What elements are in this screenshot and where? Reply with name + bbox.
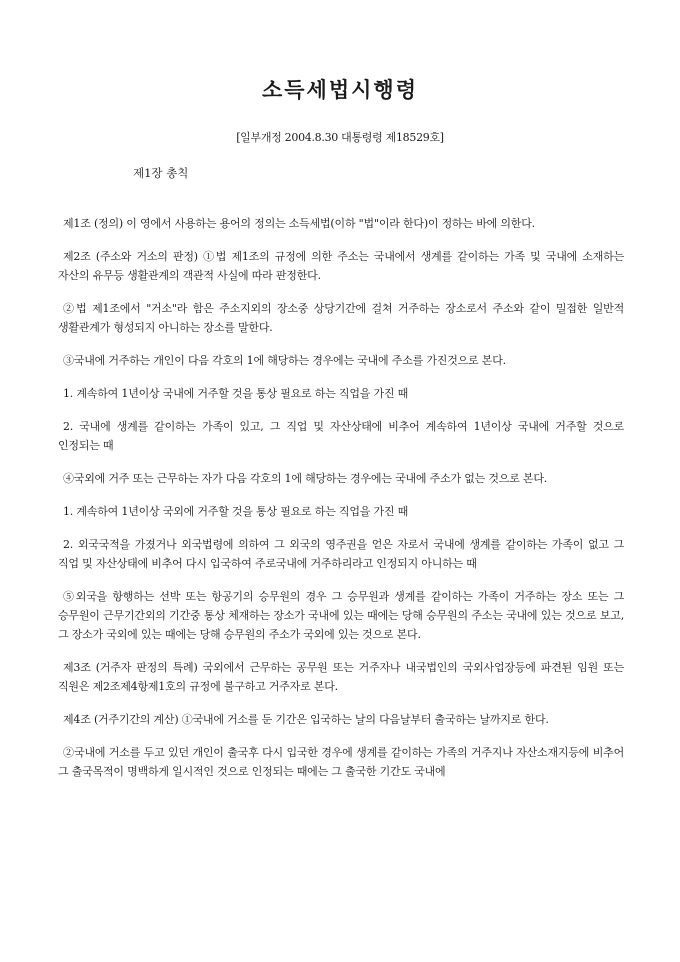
article-2-para-3-item-1: 1. 계속하여 1년이상 국내에 거주할 것을 통상 필요로 하는 직업을 가진 때 — [63, 387, 409, 400]
amendment-note: [일부개정 2004.8.30 대통령령 제18529호] — [236, 131, 444, 144]
article-2-para-4-item-2: 2. 외국국적을 가졌거나 외국법령에 의하여 그 외국의 영주권을 얻은 자로서 국내에 생계를 같이하는 가족이 없고 그 직업 및 자산상태에 비추어 다시 입국하여 주로국내에 거주하리라고 인정되지 아니하는 때 — [58, 538, 624, 570]
document-body — [58, 214, 624, 795]
article-2-para-4-item-1: 1. 계속하여 1년이상 국외에 거주할 것을 통상 필요로 하는 직업을 가진 때 — [63, 505, 409, 518]
chapter-heading: 제1장 총칙 — [133, 166, 189, 180]
article-1: 제1조 (정의) 이 영에서 사용하는 용어의 정의는 소득세법(이하 "법"이라 한다)이 정하는 바에 의한다. — [63, 217, 535, 230]
article-2-para-2: ②법 제1조에서 "거소"라 함은 주소지외의 장소중 상당기간에 걸쳐 거주하는 장소로서 주소와 같이 밀접한 일반적 생활관계가 형성되지 아니하는 장소를 말한다. — [58, 302, 624, 334]
article-4-para-1: 제4조 (거주기간의 계산) ①국내에 거소를 둔 기간은 입국하는 날의 다음날부터 출국하는 날까지로 한다. — [63, 713, 549, 726]
article-3: 제3조 (거주자 판정의 특례) 국외에서 근무하는 공무원 또는 거주자나 내국법인의 국외사업장등에 파견된 임원 또는 직원은 제2조제4항제1호의 규정에 불구하고 거주자로 본다. — [58, 661, 624, 693]
document-title: 소득세법시행령 — [261, 77, 418, 102]
article-2-para-3-item-2: 2. 국내에 생계를 같이하는 가족이 있고, 그 직업 및 자산상태에 비추어 계속하여 1년이상 국내에 거주할 것으로 인정되는 때 — [58, 420, 624, 452]
article-4-para-2: ②국내에 거소를 두고 있던 개인이 출국후 다시 입국한 경우에 생계를 같이하는 가족의 거주지나 자산소재지등에 비추어 그 출국목적이 명백하게 일시적인 것으로 인정되는 때에는 그 출국한 기간도 국내에 — [58, 746, 624, 778]
article-2-para-5: ⑤외국을 항행하는 선박 또는 항공기의 승무원의 경우 그 승무원과 생계를 같이하는 가족이 거주하는 장소 또는 그 승무원이 근무기간외의 기간중 통상 체재하는 장소가 국내에 있는 때에는 당해 승무원의 주소는 국내에 있는 것으로 보고, 그 장소가 국외에 있는 때에는 당해 승무원의 주소가 국외에 있는 것으로 본다. — [58, 590, 624, 641]
article-2-para-4: ④국외에 거주 또는 근무하는 자가 다음 각호의 1에 해당하는 경우에는 국내에 주소가 없는 것으로 본다. — [63, 472, 548, 485]
article-2-para-3: ③국내에 거주하는 개인이 다음 각호의 1에 해당하는 경우에는 국내에 주소를 가진것으로 본다. — [63, 354, 506, 367]
article-2-para-1: 제2조 (주소와 거소의 판정) ①법 제1조의 규정에 의한 주소는 국내에서 생계를 같이하는 가족 및 국내에 소재하는 자산의 유무등 생활관계의 객관적 사실에 따라 판정한다. — [58, 250, 624, 282]
